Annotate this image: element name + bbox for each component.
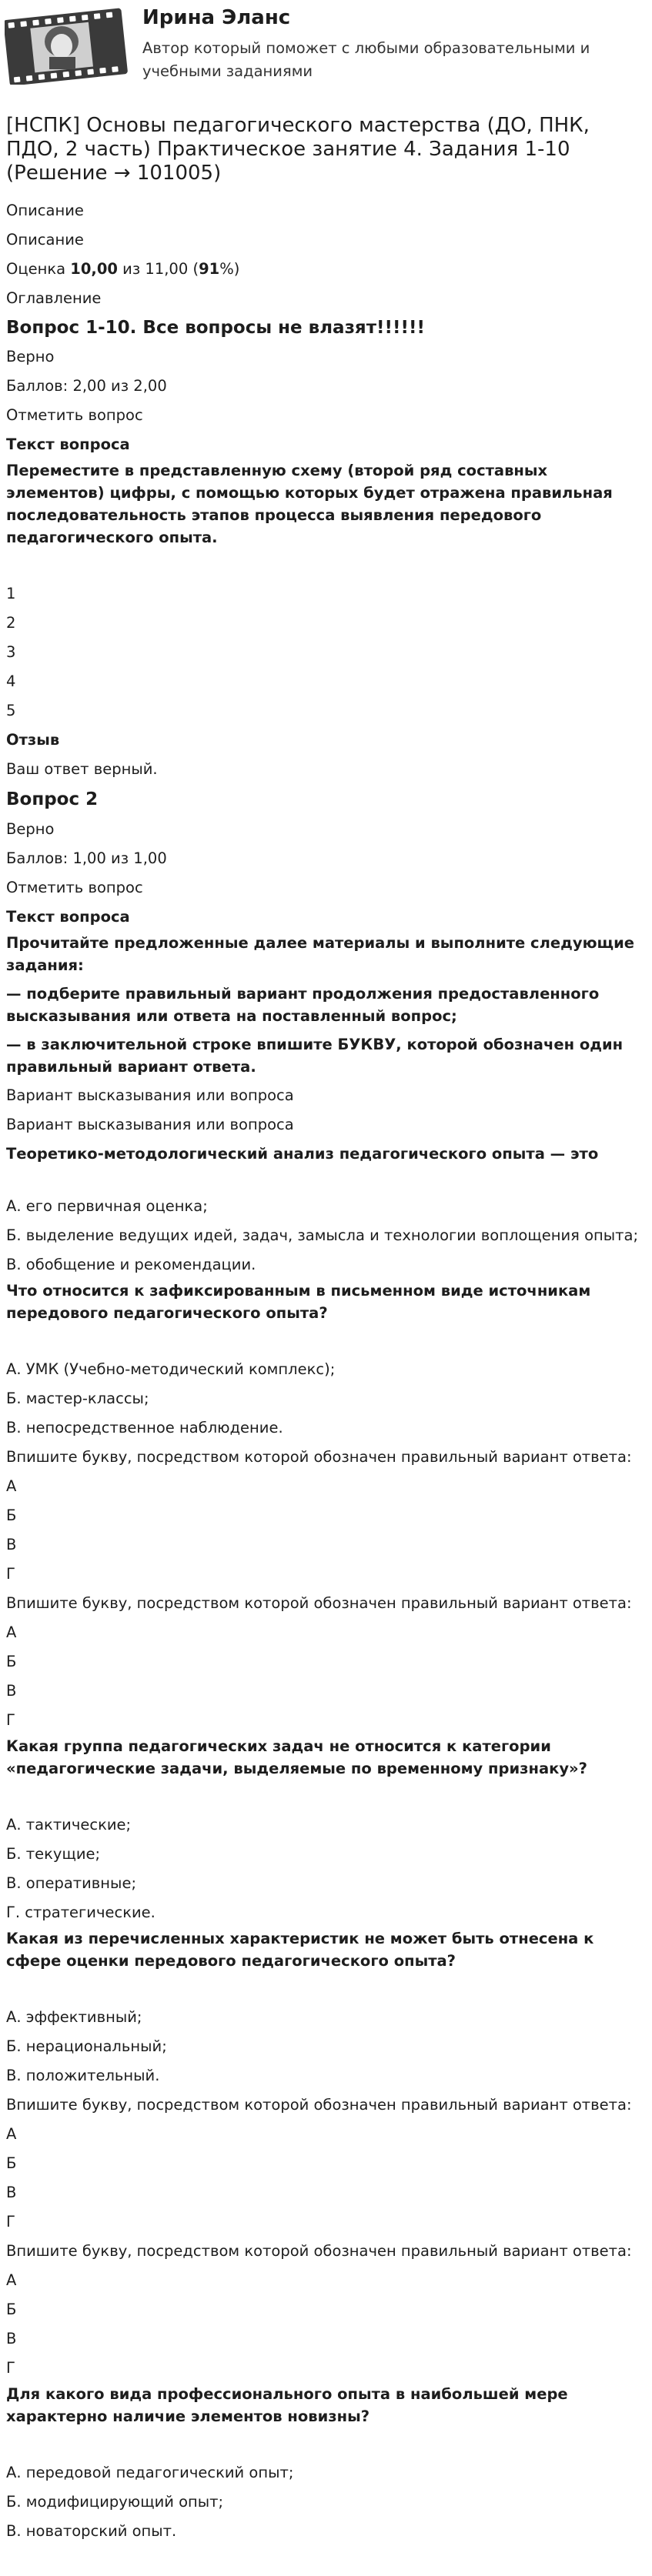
answer-letter: А — [6, 2125, 17, 2143]
answer-option: Б. нерациональный; — [6, 2037, 167, 2055]
answer-option: А. УМК (Учебно-методический комплекс); — [6, 1360, 336, 1378]
question-1-title: Вопрос 1-10. Все вопросы не влазят!!!!!! — [6, 318, 425, 338]
answer-option: Б. мастер-классы; — [6, 1390, 149, 1407]
answer-option: А. передовой педагогический опыт; — [6, 2464, 294, 2481]
grade-percent: 91 — [199, 260, 220, 278]
question-2-bullet: — подберите правильный вариант продолжения предоставленного высказывания или ответа на поставленный вопрос; — [6, 985, 600, 1025]
author-avatar — [5, 8, 131, 85]
answer-letter: А — [6, 1623, 17, 1641]
question-1-points: Баллов: 2,00 из 2,00 — [6, 377, 167, 395]
subquestion-text: Что относится к зафиксированным в письменном виде источникам передового педагогического опыта? — [6, 1282, 591, 1322]
subquestion-text: Какая из перечисленных характеристик не может быть отнесена к сфере оценки передового педагогического опыта? — [6, 1930, 594, 1970]
answer-letter: Г — [6, 2213, 15, 2231]
description-label: Описание — [6, 202, 84, 219]
variant-label: Вариант высказывания или вопроса — [6, 1116, 294, 1133]
answer-option: В. положительный. — [6, 2067, 160, 2084]
answer-option: А. тактические; — [6, 1816, 132, 1834]
answer-option: В. непосредственное наблюдение. — [6, 1419, 283, 1436]
answer-letter: А — [6, 2271, 17, 2289]
answer-prompt: Впишите букву, посредством которой обозначен правильный вариант ответа: — [6, 1448, 632, 1466]
answer-option: А. его первичная оценка; — [6, 1197, 208, 1215]
answer-letter: Б — [6, 2301, 17, 2318]
answer-option: Г. стратегические. — [6, 1904, 155, 1921]
answer-prompt: Впишите букву, посредством которой обозначен правильный вариант ответа: — [6, 2242, 632, 2260]
description-label: Описание — [6, 231, 84, 249]
answer-option: В. обобщение и рекомендации. — [6, 1256, 256, 1273]
answer-option: Б. текущие; — [6, 1845, 101, 1863]
grade-line — [6, 255, 646, 284]
question-2-points: Баллов: 1,00 из 1,00 — [6, 849, 167, 867]
question-1-flag[interactable]: Отметить вопрос — [6, 406, 143, 424]
answer-option: В. новаторский опыт. — [6, 2522, 177, 2540]
grade-suffix: %) — [219, 260, 240, 278]
answer-prompt: Впишите букву, посредством которой обозначен правильный вариант ответа: — [6, 2096, 632, 2114]
subquestion-text: Какая группа педагогических задач не относится к категории «педагогические задачи, выделяемые по временному признаку»? — [6, 1737, 587, 1777]
answer-letter: В — [6, 1536, 17, 1553]
grade-prefix: Оценка — [6, 260, 71, 278]
answer-option: В. оперативные; — [6, 1874, 137, 1892]
question-1-feedback-label: Отзыв — [6, 731, 60, 749]
answer-option: А. эффективный; — [6, 2008, 142, 2026]
page-title: [НСПК] Основы педагогического мастерства (ДО, ПНК, ПДО, 2 часть) Практическое занятие 4. Задания 1-10 (Решение → 101005) — [6, 114, 590, 185]
question-2-bullet: — в заключительной строке впишите БУКВУ, которой обозначен один правильный вариант ответа. — [6, 1036, 624, 1076]
subquestion-text: Теоретико-методологический анализ педагогического опыта — это — [6, 1145, 599, 1163]
grade-score: 10,00 — [70, 260, 118, 278]
author-header — [0, 0, 652, 86]
answer-letter: Б — [6, 1653, 17, 1670]
question-2-instruction: Прочитайте предложенные далее материалы и выполните следующие задания: — [6, 934, 634, 974]
scheme-number: 2 — [6, 614, 16, 632]
question-1-text-label: Текст вопроса — [6, 435, 130, 453]
subquestion-text: Для какого вида профессионального опыта в наибольшей мере характерно наличие элементов новизны? — [6, 2385, 568, 2425]
answer-letter: Г — [6, 1565, 15, 1583]
question-2-status: Верно — [6, 820, 55, 838]
answer-letter: В — [6, 1682, 17, 1700]
answer-letter: А — [6, 1477, 17, 1495]
toc-label: Оглавление — [6, 289, 102, 307]
scheme-number: 3 — [6, 643, 16, 661]
answer-prompt: Впишите букву, посредством которой обозначен правильный вариант ответа: — [6, 1594, 632, 1612]
scheme-number: 4 — [6, 672, 16, 690]
answer-letter: Г — [6, 1711, 15, 1729]
answer-letter: В — [6, 2330, 17, 2347]
author-description: Автор который поможет с любыми образовательными и учебными заданиями — [142, 39, 590, 80]
question-2-text-label: Текст вопроса — [6, 908, 130, 926]
variant-label: Вариант высказывания или вопроса — [6, 1086, 294, 1104]
answer-option: Б. модифицирующий опыт; — [6, 2493, 224, 2511]
question-1-status: Верно — [6, 348, 55, 365]
scheme-number: 5 — [6, 702, 16, 719]
answer-letter: Г — [6, 2359, 15, 2377]
answer-letter: В — [6, 2184, 17, 2201]
author-name: Ирина Эланс — [142, 6, 291, 29]
scheme-number: 1 — [6, 585, 16, 602]
question-1-feedback: Ваш ответ верный. — [6, 760, 158, 778]
answer-option: Б. выделение ведущих идей, задач, замысла и технологии воплощения опыта; — [6, 1226, 639, 1244]
question-2-title: Вопрос 2 — [6, 789, 99, 809]
grade-middle: из 11,00 ( — [117, 260, 199, 278]
answer-letter: Б — [6, 1507, 17, 1524]
question-1-text: Переместите в представленную схему (второй ряд составных элементов) цифры, с помощью которых будет отражена правильная последовательность этапов процесса выявления передового педагогического опыта. — [6, 462, 613, 546]
document-body — [0, 114, 652, 2546]
question-2-flag[interactable]: Отметить вопрос — [6, 879, 143, 896]
answer-letter: Б — [6, 2154, 17, 2172]
